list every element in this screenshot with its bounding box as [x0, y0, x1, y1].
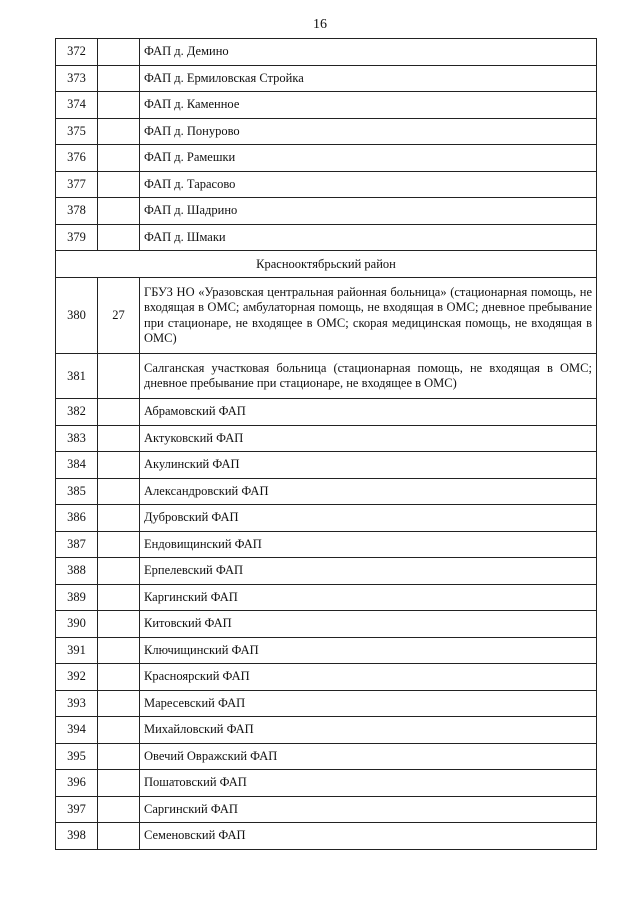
- section-title: Краснооктябрьский район: [56, 251, 597, 278]
- facility-name-cell: Пошатовский ФАП: [140, 770, 597, 797]
- row-number-cell: 383: [56, 425, 98, 452]
- facility-name-cell: Китовский ФАП: [140, 611, 597, 638]
- facility-table: [55, 38, 597, 850]
- table-row: [56, 823, 597, 850]
- institution-code-cell: [98, 611, 140, 638]
- facility-name-cell: ФАП д. Демино: [140, 39, 597, 66]
- facility-name-cell: Каргинский ФАП: [140, 584, 597, 611]
- institution-code-cell: [98, 770, 140, 797]
- institution-code-cell: [98, 584, 140, 611]
- institution-code-cell: [98, 118, 140, 145]
- row-number-cell: 396: [56, 770, 98, 797]
- row-number-cell: 387: [56, 531, 98, 558]
- table-row: [56, 611, 597, 638]
- row-number-cell: 397: [56, 796, 98, 823]
- facility-name-cell: ФАП д. Каменное: [140, 92, 597, 119]
- row-number-cell: 398: [56, 823, 98, 850]
- row-number-cell: 381: [56, 354, 98, 399]
- row-number-cell: 390: [56, 611, 98, 638]
- institution-code-cell: [98, 664, 140, 691]
- facility-name-cell: Актуковский ФАП: [140, 425, 597, 452]
- row-number-cell: 384: [56, 452, 98, 479]
- table-row: [56, 425, 597, 452]
- institution-code-cell: [98, 452, 140, 479]
- table-row: [56, 664, 597, 691]
- facility-name-cell: Салганская участковая больница (стационарная помощь, не входящая в ОМС; дневное пребывание при стационаре, не входящее в ОМС): [140, 354, 597, 399]
- table-row: [56, 452, 597, 479]
- row-number-cell: 377: [56, 171, 98, 198]
- institution-code-cell: [98, 717, 140, 744]
- table-row: [56, 92, 597, 119]
- row-number-cell: 379: [56, 224, 98, 251]
- row-number-cell: 388: [56, 558, 98, 585]
- institution-code-cell: [98, 478, 140, 505]
- table-row: [56, 690, 597, 717]
- institution-code-cell: [98, 558, 140, 585]
- table-row: [56, 743, 597, 770]
- facility-name-cell: ФАП д. Ермиловская Стройка: [140, 65, 597, 92]
- row-number-cell: 386: [56, 505, 98, 532]
- section-header-row: [56, 251, 597, 278]
- institution-code-cell: [98, 823, 140, 850]
- table-row: [56, 584, 597, 611]
- institution-code-cell: [98, 354, 140, 399]
- facility-name-cell: Красноярский ФАП: [140, 664, 597, 691]
- facility-name-cell: Дубровский ФАП: [140, 505, 597, 532]
- table-row: [56, 717, 597, 744]
- table-row: [56, 171, 597, 198]
- row-number-cell: 374: [56, 92, 98, 119]
- facility-name-cell: Маресевский ФАП: [140, 690, 597, 717]
- institution-code-cell: [98, 145, 140, 172]
- row-number-cell: 393: [56, 690, 98, 717]
- institution-code-cell: [98, 198, 140, 225]
- institution-code-cell: [98, 690, 140, 717]
- facility-name-cell: Овечий Овражский ФАП: [140, 743, 597, 770]
- facility-name-cell: Саргинский ФАП: [140, 796, 597, 823]
- institution-code-cell: [98, 425, 140, 452]
- row-number-cell: 392: [56, 664, 98, 691]
- table-row: [56, 278, 597, 354]
- facility-name-cell: Акулинский ФАП: [140, 452, 597, 479]
- row-number-cell: 391: [56, 637, 98, 664]
- row-number-cell: 372: [56, 39, 98, 66]
- table-row: [56, 118, 597, 145]
- table-row: [56, 65, 597, 92]
- row-number-cell: 389: [56, 584, 98, 611]
- institution-code-cell: [98, 399, 140, 426]
- row-number-cell: 376: [56, 145, 98, 172]
- institution-code-cell: [98, 796, 140, 823]
- table-row: [56, 399, 597, 426]
- institution-code-cell: [98, 92, 140, 119]
- row-number-cell: 395: [56, 743, 98, 770]
- institution-code-cell: [98, 224, 140, 251]
- table-row: [56, 198, 597, 225]
- row-number-cell: 375: [56, 118, 98, 145]
- row-number-cell: 385: [56, 478, 98, 505]
- table-row: [56, 796, 597, 823]
- institution-code-cell: [98, 39, 140, 66]
- row-number-cell: 373: [56, 65, 98, 92]
- table-row: [56, 637, 597, 664]
- table-row: [56, 505, 597, 532]
- facility-name-cell: ФАП д. Шадрино: [140, 198, 597, 225]
- facility-name-cell: ФАП д. Рамешки: [140, 145, 597, 172]
- table-row: [56, 354, 597, 399]
- row-number-cell: 394: [56, 717, 98, 744]
- page-number: 16: [313, 17, 327, 32]
- facility-name-cell: Александровский ФАП: [140, 478, 597, 505]
- table-row: [56, 531, 597, 558]
- facility-name-cell: ФАП д. Понурово: [140, 118, 597, 145]
- table-row: [56, 478, 597, 505]
- institution-code-cell: [98, 65, 140, 92]
- table-row: [56, 39, 597, 66]
- institution-code-cell: [98, 505, 140, 532]
- table-row: [56, 145, 597, 172]
- institution-code-cell: [98, 531, 140, 558]
- facility-name-cell: ФАП д. Шмаки: [140, 224, 597, 251]
- table-row: [56, 224, 597, 251]
- institution-code-cell: [98, 743, 140, 770]
- institution-code-cell: [98, 637, 140, 664]
- row-number-cell: 382: [56, 399, 98, 426]
- facility-name-cell: Абрамовский ФАП: [140, 399, 597, 426]
- row-number-cell: 378: [56, 198, 98, 225]
- facility-name-cell: Семеновский ФАП: [140, 823, 597, 850]
- institution-code-cell: [98, 171, 140, 198]
- facility-name-cell: ФАП д. Тарасово: [140, 171, 597, 198]
- facility-name-cell: Ендовищинский ФАП: [140, 531, 597, 558]
- row-number-cell: 380: [56, 278, 98, 354]
- facility-name-cell: Михайловский ФАП: [140, 717, 597, 744]
- facility-name-cell: Ключищинский ФАП: [140, 637, 597, 664]
- table-row: [56, 558, 597, 585]
- institution-code-cell: 27: [98, 278, 140, 354]
- table-row: [56, 770, 597, 797]
- facility-name-cell: ГБУЗ НО «Уразовская центральная районная больница» (стационарная помощь, не входящая в ОМС; амбулаторная помощь, не входящая в ОМС; дневное пребывание при стационаре, не входящее в ОМС; скорая медицинская помощь, не входящая в ОМС): [140, 278, 597, 354]
- facility-name-cell: Ерпелевский ФАП: [140, 558, 597, 585]
